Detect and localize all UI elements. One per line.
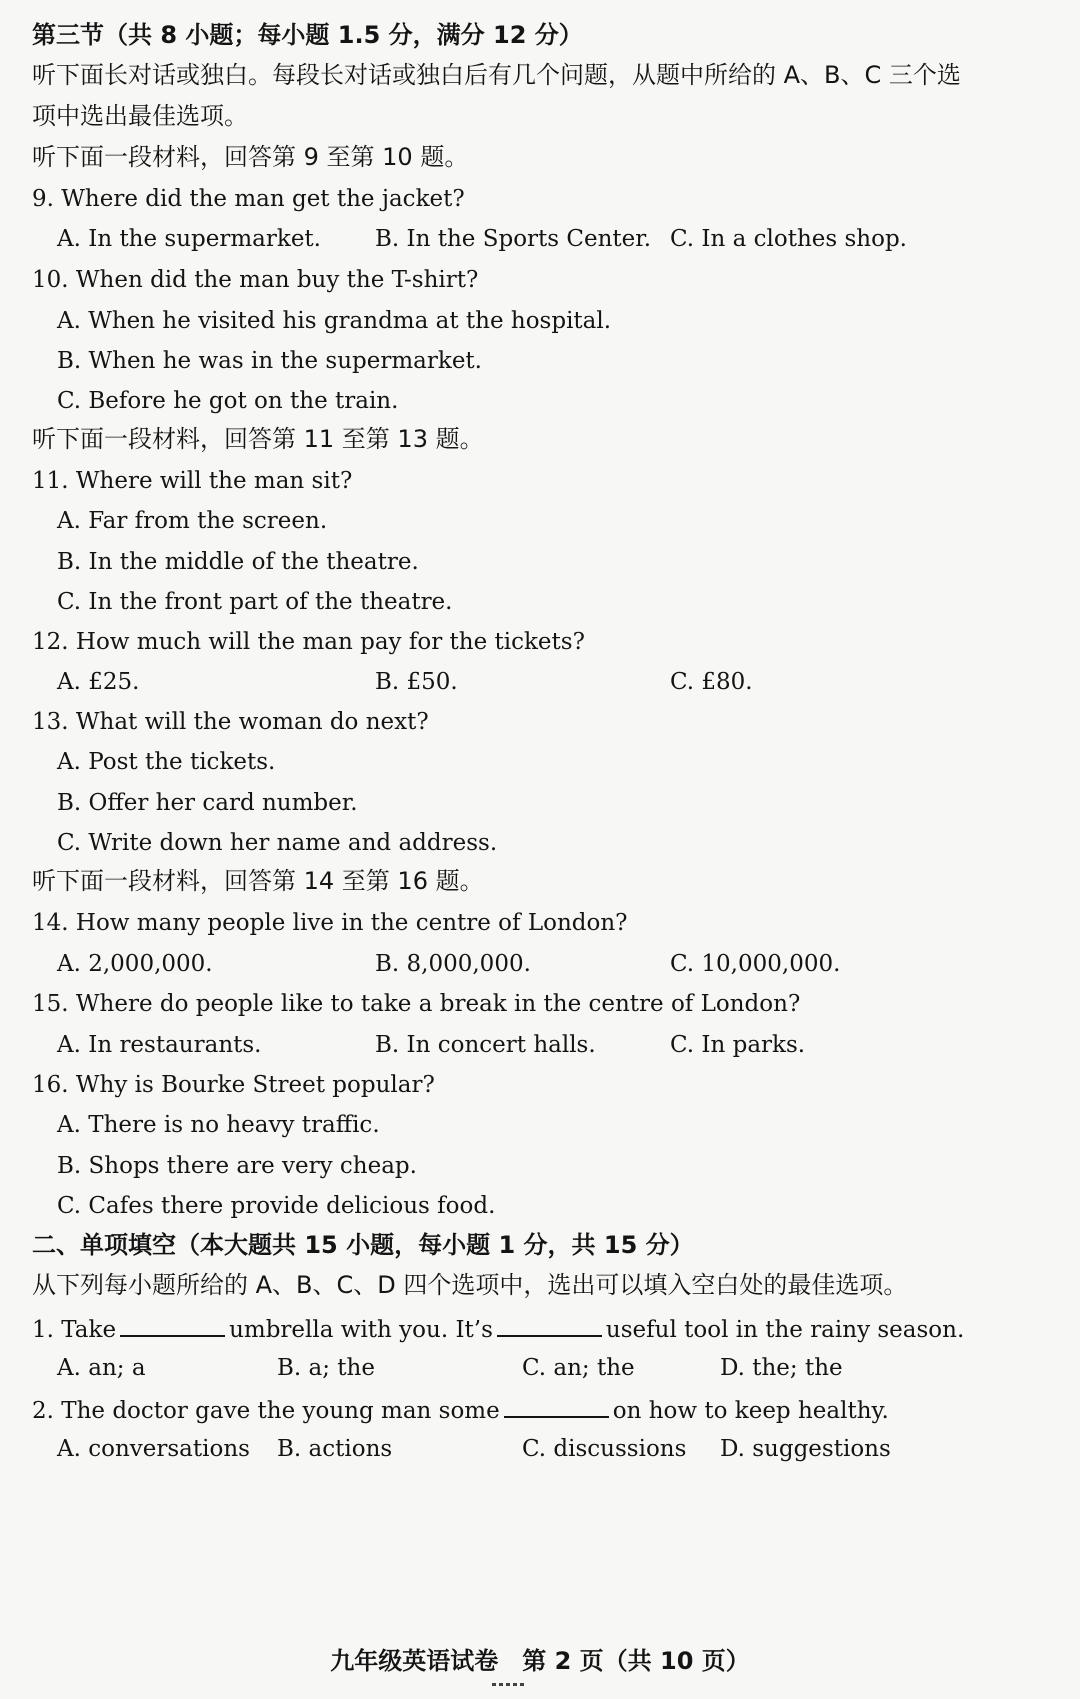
question-stem: 14. How many people live in the centre of London? — [32, 910, 628, 936]
section-instructions-line2: 项中选出最佳选项。 — [32, 102, 248, 130]
page-footer: 九年级英语试卷 第 2 页（共 10 页） — [330, 1647, 750, 1675]
section-header: 第三节（共 8 小题；每小题 1.5 分，满分 12 分） — [32, 21, 583, 49]
option-a: A. In the supermarket. — [57, 226, 321, 252]
option-b: B. When he was in the supermarket. — [57, 348, 482, 374]
option-c: C. 10,000,000. — [670, 951, 841, 977]
option-b: B. In concert halls. — [375, 1032, 596, 1058]
option-b: B. Offer her card number. — [57, 790, 358, 816]
option-c: C. £80. — [670, 669, 753, 695]
question-stem: 16. Why is Bourke Street popular? — [32, 1072, 435, 1098]
question-stem: 15. Where do people like to take a break in the centre of London? — [32, 991, 801, 1017]
question-stem: 11. Where will the man sit? — [32, 468, 353, 494]
question-stem: 9. Where did the man get the jacket? — [32, 186, 465, 212]
option-b: B. In the Sports Center. — [375, 226, 652, 252]
option-a: A. an; a — [57, 1355, 146, 1381]
stem-suffix: on how to keep healthy. — [612, 1398, 889, 1424]
option-b: B. £50. — [375, 669, 458, 695]
part2-header: 二、单项填空（本大题共 15 小题，每小题 1 分，共 15 分） — [32, 1231, 694, 1259]
option-b: B. 8,000,000. — [375, 951, 531, 977]
option-a: A. £25. — [57, 669, 140, 695]
option-b: B. a; the — [277, 1355, 375, 1381]
part2-instructions: 从下列每小题所给的 A、B、C、D 四个选项中，选出可以填入空白处的最佳选项。 — [32, 1271, 908, 1299]
question-2-stem — [32, 1394, 889, 1426]
option-a: A. 2,000,000. — [57, 951, 213, 977]
option-a: A. There is no heavy traffic. — [57, 1112, 380, 1138]
option-b: B. actions — [277, 1436, 393, 1462]
option-a: A. Post the tickets. — [57, 749, 276, 775]
option-d: D. suggestions — [720, 1436, 891, 1462]
answer-blank — [120, 1313, 225, 1337]
scan-mark — [492, 1683, 526, 1686]
option-b: B. In the middle of the theatre. — [57, 549, 419, 575]
option-c: C. Cafes there provide delicious food. — [57, 1193, 496, 1219]
option-a: A. In restaurants. — [57, 1032, 262, 1058]
stem-prefix: 2. The doctor gave the young man some — [32, 1398, 500, 1424]
option-a: A. When he visited his grandma at the hospital. — [57, 308, 612, 334]
option-b: B. Shops there are very cheap. — [57, 1153, 417, 1179]
option-c: C. an; the — [522, 1355, 635, 1381]
option-c: C. In a clothes shop. — [670, 226, 907, 252]
option-c: C. discussions — [522, 1436, 687, 1462]
option-c: C. In parks. — [670, 1032, 806, 1058]
option-a: A. conversations — [57, 1436, 250, 1462]
answer-blank — [497, 1313, 602, 1337]
stem-suffix: useful tool in the rainy season. — [605, 1317, 965, 1343]
answer-blank — [504, 1394, 609, 1418]
option-c: C. Write down her name and address. — [57, 830, 498, 856]
stem-prefix: 1. Take — [32, 1317, 117, 1343]
question-stem: 12. How much will the man pay for the tickets? — [32, 629, 585, 655]
group-intro: 听下面一段材料，回答第 11 至第 13 题。 — [32, 425, 484, 453]
question-stem: 13. What will the woman do next? — [32, 709, 429, 735]
group-intro: 听下面一段材料，回答第 9 至第 10 题。 — [32, 143, 469, 171]
group-intro: 听下面一段材料，回答第 14 至第 16 题。 — [32, 867, 484, 895]
option-a: A. Far from the screen. — [57, 508, 328, 534]
question-stem: 10. When did the man buy the T-shirt? — [32, 267, 479, 293]
question-1-stem — [32, 1313, 964, 1345]
option-d: D. the; the — [720, 1355, 843, 1381]
stem-middle: umbrella with you. It’s — [229, 1317, 493, 1343]
option-c: C. In the front part of the theatre. — [57, 589, 453, 615]
option-c: C. Before he got on the train. — [57, 388, 399, 414]
section-instructions-line1: 听下面长对话或独白。每段长对话或独白后有几个问题，从题中所给的 A、B、C 三个选 — [32, 61, 961, 89]
